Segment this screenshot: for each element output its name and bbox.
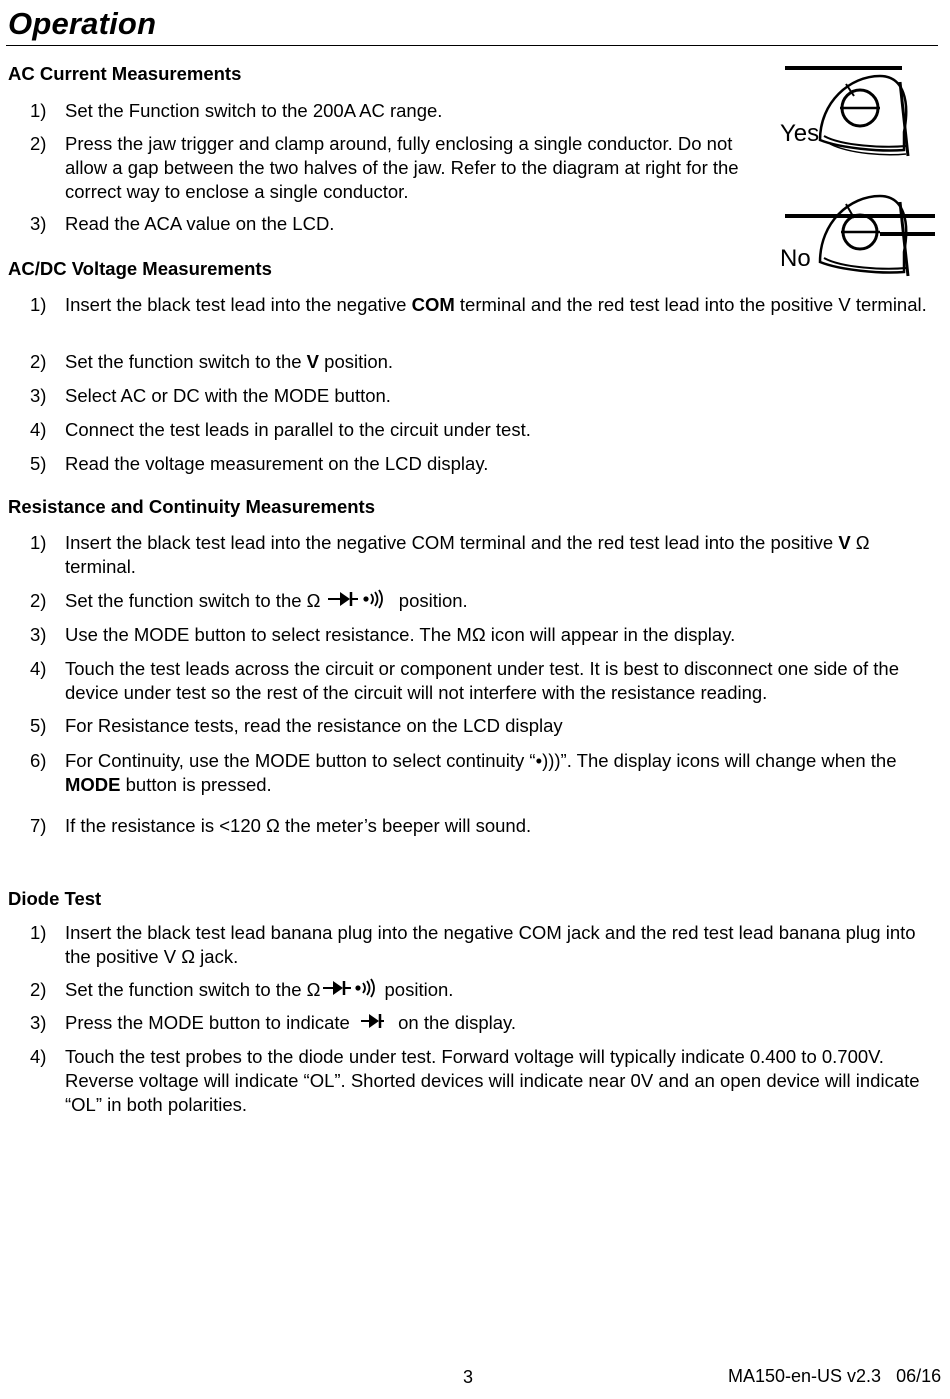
item-number: 1) — [30, 100, 47, 121]
list-item — [30, 384, 940, 408]
list-item — [30, 749, 940, 797]
section-heading-ac-current: AC Current Measurements — [8, 63, 242, 84]
list-item — [30, 714, 940, 738]
list-item — [30, 293, 940, 317]
item-text: For Resistance tests, read the resistance on the LCD display — [65, 715, 563, 736]
list-item — [30, 531, 940, 579]
item-number: 7) — [30, 815, 47, 836]
item-text: Set the function switch to the Ω position. — [65, 589, 940, 615]
item-number: 3) — [30, 213, 47, 234]
item-text: Insert the black test lead banana plug into the negative COM jack and the red test lead banana plug into the positive V Ω jack. — [65, 922, 916, 967]
item-number: 6) — [30, 750, 47, 771]
item-number: 1) — [30, 294, 47, 315]
item-text: Set the function switch to the Ω position. — [65, 978, 940, 1004]
item-number: 2) — [30, 133, 47, 154]
item-text: Press the jaw trigger and clamp around, fully enclosing a single conductor. Do not allow a gap between the two halves of the jaw. Refer to the diagram at right for the correct way to enclose a single conductor. — [65, 133, 739, 202]
list-item — [30, 921, 940, 969]
list-item — [30, 978, 940, 1004]
title-divider — [6, 45, 938, 46]
item-text: If the resistance is <120 Ω the meter’s beeper will sound. — [65, 815, 532, 836]
document-code: MA150-en-US v2.3 06/16 — [728, 1366, 942, 1386]
list-item — [30, 452, 940, 476]
item-number: 3) — [30, 1012, 47, 1033]
item-text: Insert the black test lead into the negative COM terminal and the red test lead into the positive V Ω terminal. — [65, 532, 870, 577]
clamp-diagram — [780, 62, 940, 282]
page-title: Operation — [8, 6, 157, 41]
list-item — [30, 589, 940, 615]
item-number: 2) — [30, 590, 47, 611]
item-number: 5) — [30, 453, 47, 474]
list-item — [30, 212, 750, 236]
list-item — [30, 99, 750, 123]
item-number: 1) — [30, 922, 47, 943]
item-text: Touch the test leads across the circuit or component under test. It is best to disconnect one side of the device under test so the rest of the circuit will not interfere with the resistance reading. — [65, 658, 899, 703]
item-text: Read the ACA value on the LCD. — [65, 213, 335, 234]
list-item — [30, 623, 940, 647]
item-number: 2) — [30, 979, 47, 1000]
list-item — [30, 350, 940, 374]
item-number: 2) — [30, 351, 47, 372]
section-heading-acdc-voltage: AC/DC Voltage Measurements — [8, 258, 272, 279]
item-text: Press the MODE button to indicate on the display. — [65, 1011, 940, 1037]
no-label: No — [780, 245, 811, 272]
diode-continuity-icon — [321, 978, 385, 1004]
item-text: Use the MODE button to select resistance. The MΩ icon will appear in the display. — [65, 624, 736, 645]
item-text: Touch the test probes to the diode under test. Forward voltage will typically indicate 0.400 to 0.700V. Reverse voltage will indicate “OL”. Shorted devices will indicate near 0V and an open device will indicate “OL” in both polarities. — [65, 1046, 920, 1115]
section-heading-resistance: Resistance and Continuity Measurements — [8, 496, 376, 517]
diode-continuity-icon — [326, 589, 394, 615]
item-number: 4) — [30, 1046, 47, 1067]
page-number: 3 — [463, 1367, 474, 1387]
item-text: Read the voltage measurement on the LCD display. — [65, 453, 489, 474]
item-number: 1) — [30, 532, 47, 553]
item-text: Set the Function switch to the 200A AC range. — [65, 100, 443, 121]
item-number: 3) — [30, 385, 47, 406]
list-item — [30, 418, 940, 442]
item-text: Insert the black test lead into the negative COM terminal and the red test lead into the positive V terminal. — [65, 294, 927, 315]
item-number: 3) — [30, 624, 47, 645]
item-text: Set the function switch to the V position. — [65, 351, 394, 372]
list-item — [30, 1045, 940, 1117]
item-number: 4) — [30, 419, 47, 440]
item-number: 4) — [30, 658, 47, 679]
list-item — [30, 657, 940, 705]
list-item — [30, 1011, 940, 1037]
item-number: 5) — [30, 715, 47, 736]
section-heading-diode: Diode Test — [8, 888, 102, 909]
item-text: For Continuity, use the MODE button to select continuity “•)))”. The display icons will change when the MODE button is pressed. — [65, 750, 897, 795]
item-text: Select AC or DC with the MODE button. — [65, 385, 391, 406]
diode-icon — [359, 1011, 385, 1037]
yes-label: Yes — [780, 120, 820, 147]
list-item — [30, 814, 940, 838]
item-text: Connect the test leads in parallel to the circuit under test. — [65, 419, 531, 440]
list-item — [30, 132, 750, 204]
